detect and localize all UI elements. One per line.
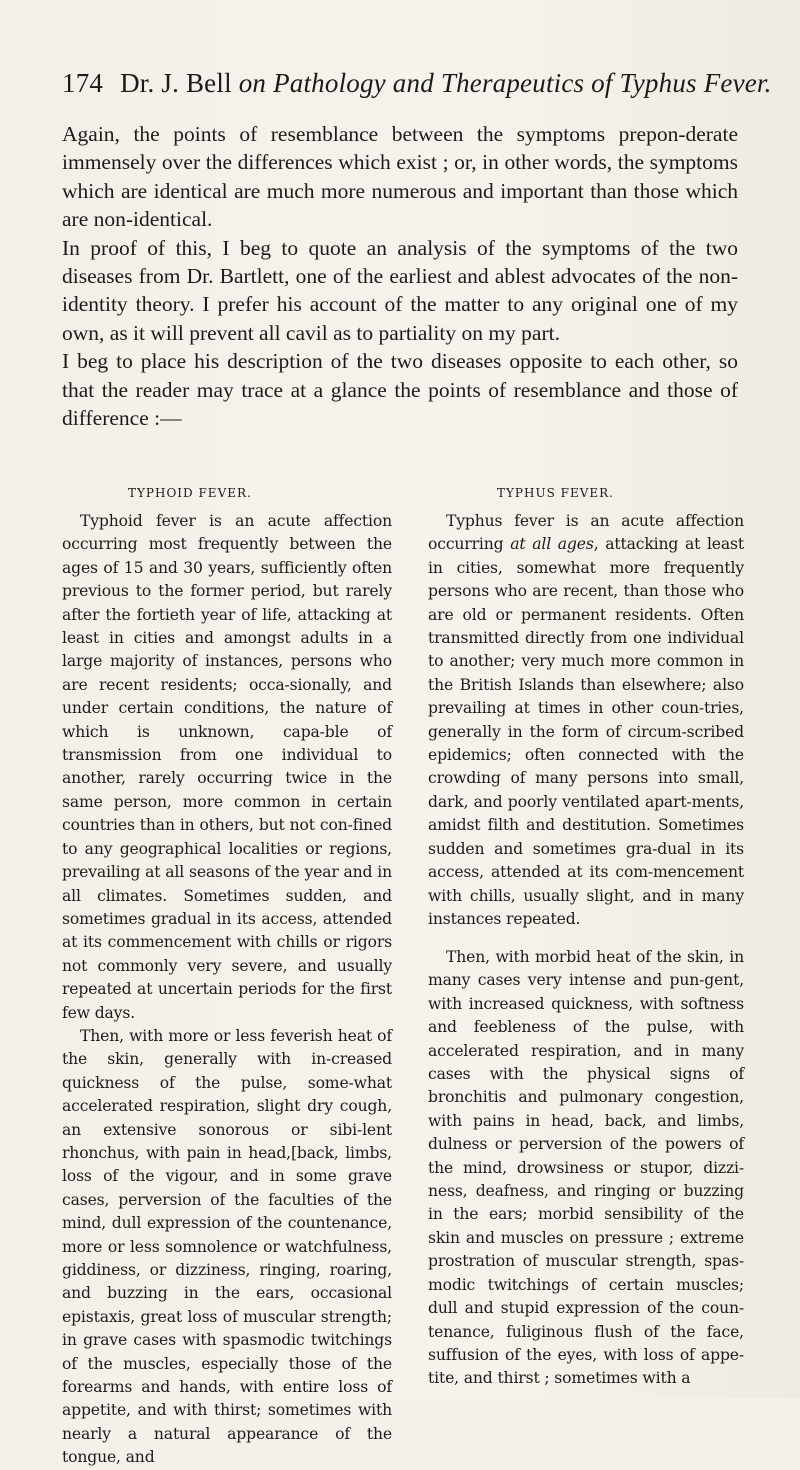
typhus-paragraph-2: Then, with morbid heat of the skin, in many cases very intense and pun-gent, with increased quickness, with softness and feebleness of the pulse, with accelerated respiration, and in many cases with the physical signs of bronchitis and pulmonary congestion, with pains in head, back, and limbs, dulness or perversion of the powers of the mind, drowsiness or stupor, dizzi-ness, deafness, and ringing or buzzing in the ears; morbid sensibility of the skin and muscles on pressure ; extreme prostration of muscular strength, spas-modic twitchings of certain muscles; dull and stupid expression of the coun-tenance, fuliginous flush of the face, suffusion of the eyes, with loss of appe-tite, and thirst ; sometimes with a <box>428 948 744 1388</box>
typhoid-column-heading: TYPHOID FEVER. <box>128 486 252 500</box>
intro-paragraph-3: I beg to place his description of the two diseases opposite to each other, so that the reader may trace at a glance the points of resemblance and those of difference :— <box>62 349 738 431</box>
intro-text <box>62 120 738 432</box>
typhus-column-top <box>428 510 744 931</box>
typhus-column-heading: TYPHUS FEVER. <box>497 486 614 500</box>
header-author: Dr. J. Bell <box>120 68 232 98</box>
typhoid-paragraph-1: Typhoid fever is an acute affection occurring most frequently between the ages of 15 and 30 years, sufficiently often previous to the former period, but rarely after the fortieth year of life, attacking at least in cities and amongst adults in a large majority of instances, persons who are recent residents; occa-sionally, and under certain conditions, the nature of which is unknown, capa-ble of transmission from one individual to another, rarely occurring twice in the same person, more common in certain countries than in others, but not con-fined to any geographical localities or regions, prevailing at all seasons of the year and in all climates. Sometimes sudden, and sometimes gradual in its access, attended at its commencement with chills or rigors not commonly very severe, and usually repeated at uncertain periods for the first few days. <box>62 512 392 1022</box>
typhus-p1-rest: , attacking at least in cities, somewhat more frequently persons who are recent, than those who are old or permanent residents. Often transmitted directly from one individual to another; very much more common in the British Islands than elsewhere; also prevailing at times in other coun-tries, generally in the form of circum-scribed epidemics; often connected with the crowding of many persons into small, dark, and poorly ventilated apart-ments, amidst filth and destitution. Sometimes sudden and sometimes gra-dual in its access, attended at its com-mencement with chills, usually slight, and in many instances repeated. <box>428 535 745 928</box>
typhus-p1-start: Typhus fever is an acute affection occurring <box>428 512 744 554</box>
header-title: on Pathology and Therapeutics of Typhus Fever. <box>238 68 772 98</box>
running-head <box>62 68 772 99</box>
page-number: 174 <box>62 68 104 98</box>
typhoid-paragraph-2: Then, with more or less feverish heat of the skin, generally with in-creased quickness of the pulse, some-what accelerated respiration, slight dry cough, an extensive sonorous or sibi-lent rhonchus, with pain in head,[back, limbs, loss of the vigour, and in some grave cases, perversion of the faculties of the mind, dull expression of the countenance, more or less somnolence or watchfulness, giddiness, or dizziness, ringing, roaring, and buzzing in the ears, occasional epistaxis, great loss of muscular strength; in grave cases with spasmodic twitchings of the muscles, especially those of the forearms and hands, with entire loss of appetite, and with thirst; sometimes with nearly a natural appearance of the tongue, and <box>62 1026 392 1467</box>
typhus-column-bottom <box>428 946 744 1391</box>
typhoid-column <box>62 510 392 1470</box>
typhus-p1-italic: at all ages <box>510 535 594 554</box>
intro-paragraph-1: Again, the points of resemblance between the symptoms prepon-derate immensely over the differences which exist ; or, in other words, the symptoms which are identical are much more numerous and important than those which are non-identical. <box>62 122 738 232</box>
typhus-paragraph-1 <box>428 510 744 931</box>
intro-paragraph-2: In proof of this, I beg to quote an analysis of the symptoms of the two diseases from Dr. Bartlett, one of the earliest and ablest advocates of the non-identity theory. I prefer his account of the matter to any original one of my own, as it will prevent all cavil as to partiality on my part. <box>62 235 738 345</box>
